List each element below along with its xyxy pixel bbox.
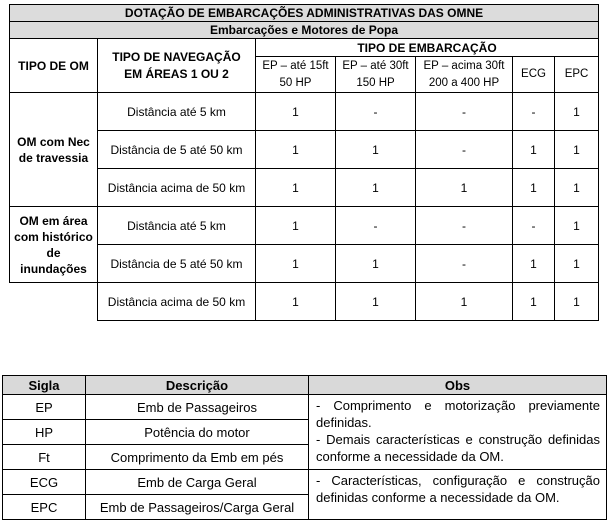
value-cell: 1 (555, 207, 599, 245)
subheader-ecg: ECG (513, 57, 555, 93)
nav-cell: Distância acima de 50 km (98, 283, 256, 321)
sigla-cell: ECG (3, 470, 86, 495)
value-cell: - (513, 207, 555, 245)
nav-cell: Distância de 5 até 50 km (98, 131, 256, 169)
nav-cell: Distância até 5 km (98, 93, 256, 131)
header-tipo-embarcacao: TIPO DE EMBARCAÇÃO (256, 39, 599, 57)
obs-cell-2: - Características, configuração e construção definidas conforme a necessidade da OM. (309, 470, 607, 520)
header-tipo-navegacao: TIPO DE NAVEGAÇÃO EM ÁREAS 1 OU 2 (98, 39, 256, 93)
value-cell: 1 (555, 245, 599, 283)
table-title: DOTAÇÃO DE EMBARCAÇÕES ADMINISTRATIVAS DAS OMNE (10, 5, 599, 22)
table-row (10, 93, 599, 131)
value-cell: 1 (555, 283, 599, 321)
table-row (10, 245, 599, 283)
value-cell: 1 (416, 283, 513, 321)
value-cell: 1 (513, 245, 555, 283)
om-type-travessia: OM com Nec de travessia (10, 93, 98, 207)
value-cell: - (416, 245, 513, 283)
value-cell: 1 (513, 131, 555, 169)
value-cell: - (416, 207, 513, 245)
value-cell: 1 (555, 169, 599, 207)
value-cell: 1 (416, 169, 513, 207)
legend-table (2, 375, 607, 520)
table-row (10, 283, 599, 321)
value-cell: 1 (256, 207, 336, 245)
om-type-inundacoes: OM em área com histórico de inundações (10, 207, 98, 283)
value-cell: - (513, 93, 555, 131)
value-cell: 1 (256, 283, 336, 321)
nav-cell: Distância de 5 até 50 km (98, 245, 256, 283)
table-row (10, 169, 599, 207)
value-cell: 1 (336, 169, 416, 207)
subheader-ep-acima-30ft: EP – acima 30ft 200 a 400 HP (416, 57, 513, 93)
empty-cell (10, 283, 98, 321)
nav-cell: Distância até 5 km (98, 207, 256, 245)
value-cell: 1 (336, 283, 416, 321)
descricao-cell: Potência do motor (86, 420, 309, 445)
value-cell: - (416, 131, 513, 169)
table-subtitle: Embarcações e Motores de Popa (10, 22, 599, 39)
obs-cell-1: - Comprimento e motorização previamente definidas. - Demais características e construção definidas conforme a necessidade da OM. (309, 395, 607, 470)
subheader-ep-15ft: EP – até 15ft 50 HP (256, 57, 336, 93)
table-row (10, 131, 599, 169)
subheader-epc: EPC (555, 57, 599, 93)
header-descricao: Descrição (86, 376, 309, 395)
value-cell: 1 (256, 93, 336, 131)
header-tipo-om: TIPO DE OM (10, 39, 98, 93)
sigla-cell: EP (3, 395, 86, 420)
table-row (3, 470, 607, 495)
value-cell: - (336, 207, 416, 245)
value-cell: 1 (336, 131, 416, 169)
sigla-cell: Ft (3, 445, 86, 470)
subheader-ep-30ft: EP – até 30ft 150 HP (336, 57, 416, 93)
value-cell: 1 (256, 169, 336, 207)
value-cell: 1 (555, 131, 599, 169)
value-cell: 1 (336, 245, 416, 283)
value-cell: 1 (513, 169, 555, 207)
dotacao-table (9, 4, 599, 321)
header-sigla: Sigla (3, 376, 86, 395)
value-cell: 1 (256, 245, 336, 283)
sigla-cell: EPC (3, 495, 86, 520)
header-obs: Obs (309, 376, 607, 395)
value-cell: 1 (256, 131, 336, 169)
value-cell: - (416, 93, 513, 131)
nav-cell: Distância acima de 50 km (98, 169, 256, 207)
table-row (10, 207, 599, 245)
value-cell: 1 (555, 93, 599, 131)
value-cell: 1 (513, 283, 555, 321)
descricao-cell: Comprimento da Emb em pés (86, 445, 309, 470)
descricao-cell: Emb de Passageiros (86, 395, 309, 420)
descricao-cell: Emb de Passageiros/Carga Geral (86, 495, 309, 520)
table-row (3, 395, 607, 420)
descricao-cell: Emb de Carga Geral (86, 470, 309, 495)
sigla-cell: HP (3, 420, 86, 445)
value-cell: - (336, 93, 416, 131)
